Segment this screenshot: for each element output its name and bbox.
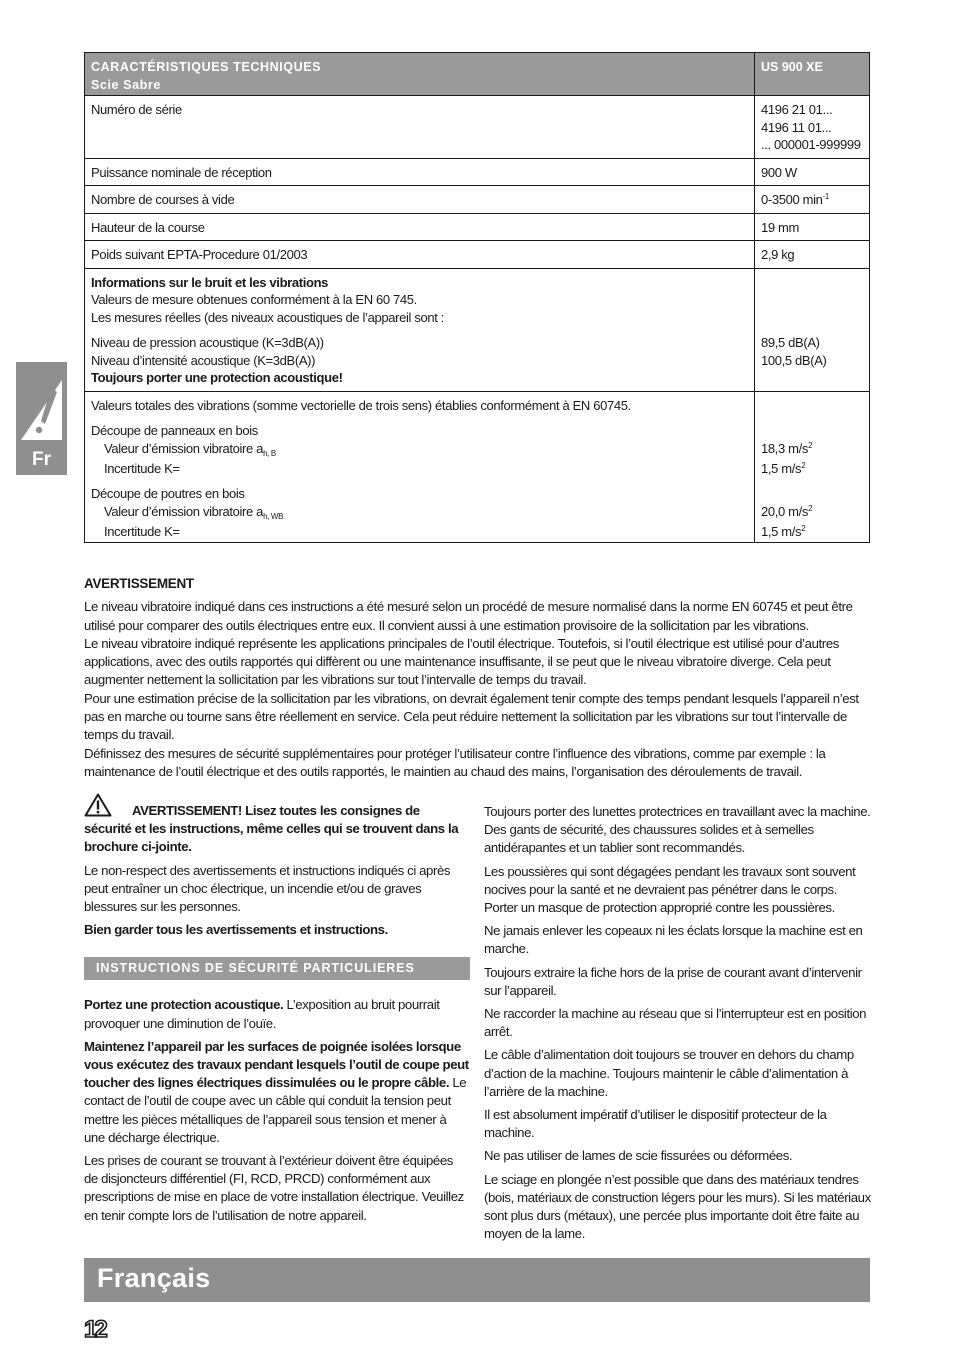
- row-label: Numéro de série: [85, 96, 755, 159]
- row-value: 2,9 kg: [755, 241, 870, 269]
- avertissement-paragraph: Pour une estimation précise de la sollicitation par les vibrations, on devrait également tenir compte des temps pendant lesquels l’appareil n’est pas en marche ou tourne sans être réellement en service. Cela peut réduire nettement la sollicitation par les vibrations sur tout l’intervalle de temps du travail.: [84, 690, 859, 743]
- row-label: Poids suivant EPTA-Procedure 01/2003: [85, 241, 755, 269]
- safety-paragraph: Ne pas utiliser de lames de scie fissurées ou déformées.: [484, 1148, 793, 1164]
- vibration-intro: Valeurs totales des vibrations (somme vectorielle de trois sens) établies conformément à EN 60745.: [91, 397, 631, 413]
- panels-emission-value: 18,3 m/s: [761, 440, 809, 456]
- table-row: [85, 158, 870, 186]
- avertissement-title: AVERTISSEMENT: [84, 576, 194, 591]
- row-value: 900 W: [755, 158, 870, 186]
- avertissement-section: [84, 575, 870, 781]
- safety-paragraph: Ne raccorder la machine au réseau que si l’interrupteur est en position arrêt.: [484, 1006, 867, 1040]
- avertissement-paragraph: Le niveau vibratoire indiqué représente les applications principales de l’outil électrique. Toutefois, si l’outil électrique est utilisé pour d’autres applications, avec des outils rapportés qui diffèrent ou une maintenance insuffisante, il se peut que le niveau vibratoire diverge. Cela peut augmenter nettement la sollicitation par les vibrations sur tout l’intervalle de temps du travail.: [84, 635, 839, 688]
- safety-paragraph: Le sciage en plongée n’est possible que dans des matériaux tendres (bois, matériaux de construction légers pour les murs). Si les matériaux sont plus durs (métaux), une percée plus importante doit être faite au moyen de la lame.: [484, 1171, 871, 1242]
- table-row: [85, 241, 870, 269]
- warning-exclamation-icon: [18, 366, 65, 442]
- beams-uncertainty-label: Incertitude K=: [104, 523, 180, 539]
- unit-sup: 2: [808, 440, 813, 450]
- language-side-tab: [16, 362, 67, 475]
- spec-table-subtitle: Scie Sabre: [91, 78, 161, 92]
- noise-pressure-value: 89,5 dB(A): [761, 335, 820, 350]
- row-label: Nombre de courses à vide: [85, 186, 755, 214]
- table-row: [85, 96, 870, 159]
- safety-paragraph: Toujours porter des lunettes protectrices en travaillant avec la machine. Des gants de sécurité, des chaussures solides et à semelles antidérapantes et un tablier sont recommandés.: [484, 804, 871, 856]
- safety-paragraph: Les poussières qui sont dégagées pendant les travaux sont souvent nocives pour la santé et ne devraient pas pénétrer dans le corps. Porter un masque de protection approprié contre les poussières.: [484, 863, 856, 916]
- bold-lead: Portez une protection acoustique.: [84, 997, 284, 1013]
- beams-emission-sub: h, WB: [263, 511, 284, 521]
- spec-table-header: [85, 53, 870, 96]
- safety-paragraph: Le câble d’alimentation doit toujours se trouver en dehors du champ d’action de la machine. Toujours maintenir le câble d’alimentation à l’arrière de la machine.: [484, 1047, 854, 1099]
- safety-paragraph: Toujours extraire la fiche hors de la prise de courant avant d’intervenir sur l’appareil.: [484, 964, 862, 998]
- panels-title: Découpe de panneaux en bois: [91, 423, 258, 438]
- avertissement-paragraph: Définissez des mesures de sécurité supplémentaires pour protéger l’utilisateur contre l’influence des vibrations, comme par exemple : la maintenance de l’outil électrique et des outils rapportés, le maintien au chaud des mains, l’organisation des déroulements de travail.: [84, 745, 826, 779]
- row-label: Puissance nominale de réception: [85, 158, 755, 186]
- safety-paragraph: Ne jamais enlever les copeaux ni les éclats lorsque la machine est en marche.: [484, 923, 863, 957]
- safety-paragraph: Il est absolument impératif d’utiliser le dispositif protecteur de la machine.: [484, 1107, 827, 1141]
- safety-paragraph: Les prises de courant se trouvant à l’extérieur doivent être équipées de disjoncteurs différentiel (FI, RCD, PRCD) conformément aux prescriptions de mise en place de votre installation électrique. Veuillez en tenir compte lors de l’utilisation de notre appareil.: [84, 1153, 464, 1223]
- paragraph-text: L’exposition au bruit pourrait provoquer une diminution de l’ouïe.: [84, 997, 440, 1031]
- noise-protection: Toujours porter une protection acoustique!: [91, 370, 343, 385]
- noise-intensity-label: Niveau d’intensité acoustique (K=3dB(A)): [91, 352, 316, 368]
- noise-line: Valeurs de mesure obtenues conformément à la EN 60 745.: [91, 292, 417, 307]
- noise-intensity-value: 100,5 dB(A): [761, 352, 827, 368]
- beams-emission-value: 20,0 m/s: [761, 503, 809, 519]
- beams-uncertainty-value: 1,5 m/s: [761, 523, 802, 539]
- avertissement-paragraph: Le niveau vibratoire indiqué dans ces instructions a été mesuré selon un procédé de mesure normalisé dans la norme EN 60745 et peut être utilisé pour comparer des outils électriques entre eux. Il convient aussi à une estimation provisoire de la sollicitation par les vibrations.: [84, 599, 853, 633]
- row-value: 4196 21 01...: [761, 102, 833, 117]
- panels-uncertainty-label: Incertitude K=: [104, 460, 180, 476]
- row-value: 0-3500 min: [761, 192, 823, 207]
- unit-sup: 2: [808, 503, 813, 513]
- table-row: [85, 186, 870, 214]
- row-value: 4196 11 01...: [761, 119, 832, 135]
- vibration-row: [85, 391, 870, 543]
- left-column: [84, 795, 470, 1230]
- warning-text: Le non-respect des avertissements et instructions indiqués ci après peut entraîner un choc électrique, un incendie et/ou de graves blessures sur les personnes.: [84, 862, 451, 915]
- panels-emission-label: Valeur d’émission vibratoire a: [104, 440, 264, 456]
- unit-sup: 2: [801, 460, 806, 470]
- safety-paragraph: [84, 996, 470, 1032]
- right-column: [484, 803, 872, 1248]
- paragraph-text: Le contact de l’outil de coupe avec un câble qui conduit la tension peut mettre les pièces métalliques de l’appareil sous tension et mener à une décharge électrique.: [84, 1075, 467, 1145]
- footer-language: Français: [97, 1263, 211, 1293]
- unit-sup: 2: [801, 523, 806, 533]
- language-label: Fr: [32, 449, 51, 470]
- row-label: Hauteur de la course: [85, 213, 755, 241]
- noise-line: Les mesures réelles (des niveaux acoustiques de l’appareil sont :: [91, 309, 445, 325]
- spec-table: [84, 52, 870, 543]
- noise-row: [85, 268, 870, 391]
- spec-table-title: CARACTÉRISTIQUES TECHNIQUES: [91, 60, 322, 74]
- row-value-sup: -1: [822, 192, 829, 201]
- section-title-bar: INSTRUCTIONS DE SÉCURITÉ PARTICULIERES: [84, 957, 470, 980]
- noise-pressure-label: Niveau de pression acoustique (K=3dB(A)): [91, 335, 324, 350]
- panels-uncertainty-value: 1,5 m/s: [761, 460, 802, 476]
- panels-emission-sub: h, B: [263, 448, 276, 458]
- keep-instructions: Bien garder tous les avertissements et instructions.: [84, 922, 388, 938]
- page-number: 12: [84, 1316, 105, 1343]
- warning-triangle-icon: [84, 793, 112, 817]
- row-value: 19 mm: [755, 213, 870, 241]
- table-row: [85, 213, 870, 241]
- bold-lead: Maintenez l’appareil par les surfaces de poignée isolées lorsque vous exécutez des travaux pendant lesquels l’outil de coupe peut toucher des lignes électriques dissimulées ou le propre câble.: [84, 1038, 469, 1091]
- spec-table-model: US 900 XE: [755, 53, 870, 96]
- row-value: ... 000001-999999: [761, 137, 861, 152]
- beams-title: Découpe de poutres en bois: [91, 486, 245, 501]
- safety-paragraph: [84, 1038, 470, 1147]
- footer-language-bar: [84, 1258, 870, 1302]
- warning-heading: AVERTISSEMENT! Lisez toutes les consignes de sécurité et les instructions, même celles qui se trouvent dans la brochure ci-jointe.: [84, 803, 459, 855]
- noise-title: Informations sur le bruit et les vibrations: [91, 274, 329, 290]
- beams-emission-label: Valeur d’émission vibratoire a: [104, 503, 264, 519]
